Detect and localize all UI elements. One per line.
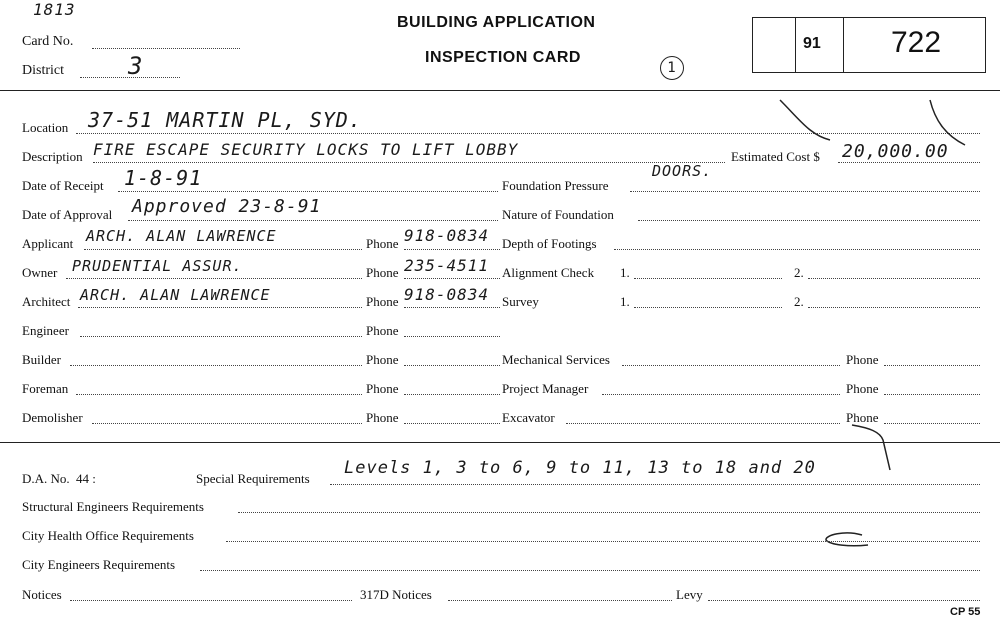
nature-of-foundation-label: Nature of Foundation bbox=[502, 207, 614, 222]
card-no-label: Card No. bbox=[22, 34, 74, 49]
da-no-value: 44 : bbox=[76, 471, 96, 486]
applicant-value: ARCH. ALAN LAWRENCE bbox=[86, 227, 277, 245]
owner-phone-label: Phone bbox=[366, 265, 399, 280]
owner-value: PRUDENTIAL ASSUR. bbox=[72, 257, 243, 275]
city-engineers-label: City Engineers Requirements bbox=[22, 557, 176, 572]
project-manager-phone-label: Phone bbox=[846, 381, 879, 396]
architect-phone: 918-0834 bbox=[404, 285, 490, 304]
notices-317d-label: 317D Notices bbox=[360, 587, 432, 602]
builder-phone-label: Phone bbox=[366, 352, 399, 367]
applicant-phone: 918-0834 bbox=[404, 226, 490, 245]
health-label: City Health Office Requirements bbox=[22, 528, 194, 543]
excavator-label: Excavator bbox=[502, 410, 555, 425]
alignment-check-num2: 2. bbox=[794, 265, 804, 280]
special-requirements-label: Special Requirements bbox=[196, 471, 310, 486]
date-of-approval-value: Approved 23-8-91 bbox=[132, 196, 322, 217]
description-label: Description bbox=[22, 149, 83, 164]
circled-mark-text: 1 bbox=[667, 60, 677, 76]
depth-of-footings-label: Depth of Footings bbox=[502, 236, 597, 251]
levy-line bbox=[708, 600, 980, 601]
footer-code: CP 55 bbox=[950, 606, 981, 618]
notices-317d-line bbox=[448, 600, 672, 601]
mechanical-services-phone-label: Phone bbox=[846, 352, 879, 367]
alignment-check-label: Alignment Check bbox=[502, 265, 595, 280]
demolisher-label: Demolisher bbox=[22, 410, 83, 425]
applicant-phone-label: Phone bbox=[366, 236, 399, 251]
levy-label: Levy bbox=[676, 587, 703, 602]
survey-label: Survey bbox=[502, 294, 539, 309]
alignment-check-num1: 1. bbox=[620, 265, 630, 280]
excavator-phone-label: Phone bbox=[846, 410, 879, 425]
foreman-phone-label: Phone bbox=[366, 381, 399, 396]
structural-line bbox=[238, 512, 980, 513]
owner-label: Owner bbox=[22, 265, 58, 280]
architect-value: ARCH. ALAN LAWRENCE bbox=[80, 286, 271, 304]
mechanical-services-label: Mechanical Services bbox=[502, 352, 610, 367]
title-line-2: INSPECTION CARD bbox=[425, 49, 581, 66]
applicant-label: Applicant bbox=[22, 236, 74, 251]
project-manager-label: Project Manager bbox=[502, 381, 589, 396]
da-no-label: D.A. No. bbox=[22, 471, 70, 486]
description-value: FIRE ESCAPE SECURITY LOCKS TO LIFT LOBBY bbox=[93, 140, 519, 159]
structural-label: Structural Engineers Requirements bbox=[22, 499, 204, 514]
location-value: 37-51 MARTIN PL, SYD. bbox=[88, 108, 362, 132]
health-line bbox=[226, 541, 980, 542]
special-requirements-value: Levels 1, 3 to 6, 9 to 11, 13 to 18 and 20 bbox=[344, 458, 816, 478]
architect-label: Architect bbox=[22, 294, 71, 309]
engineer-phone-label: Phone bbox=[366, 323, 399, 338]
location-label: Location bbox=[22, 120, 69, 135]
notices-label: Notices bbox=[22, 587, 62, 602]
owner-phone: 235-4511 bbox=[404, 256, 490, 275]
top-note: 1813 bbox=[33, 0, 76, 19]
survey-num2: 2. bbox=[794, 294, 804, 309]
date-of-receipt-value: 1-8-91 bbox=[124, 166, 203, 190]
district-value: 3 bbox=[128, 52, 144, 80]
architect-phone-label: Phone bbox=[366, 294, 399, 309]
middle-rule bbox=[0, 442, 1000, 443]
date-of-receipt-label: Date of Receipt bbox=[22, 178, 104, 193]
box-number-large: 722 bbox=[891, 26, 942, 59]
survey-num1: 1. bbox=[620, 294, 630, 309]
date-of-approval-label: Date of Approval bbox=[22, 207, 113, 222]
demolisher-phone-label: Phone bbox=[366, 410, 399, 425]
notices-line bbox=[70, 600, 352, 601]
description-value-line2: DOORS. bbox=[652, 162, 713, 180]
estimated-cost-label: Estimated Cost $ bbox=[731, 149, 820, 164]
special-requirements-line bbox=[330, 484, 980, 485]
engineer-label: Engineer bbox=[22, 323, 69, 338]
builder-label: Builder bbox=[22, 352, 61, 367]
district-label: District bbox=[22, 63, 64, 78]
foundation-pressure-label: Foundation Pressure bbox=[502, 178, 609, 193]
title-line-1: BUILDING APPLICATION bbox=[397, 14, 596, 31]
city-engineers-line bbox=[200, 570, 980, 571]
box-number-small: 91 bbox=[803, 35, 821, 52]
foreman-label: Foreman bbox=[22, 381, 69, 396]
estimated-cost-value: 20,000.00 bbox=[842, 141, 949, 162]
